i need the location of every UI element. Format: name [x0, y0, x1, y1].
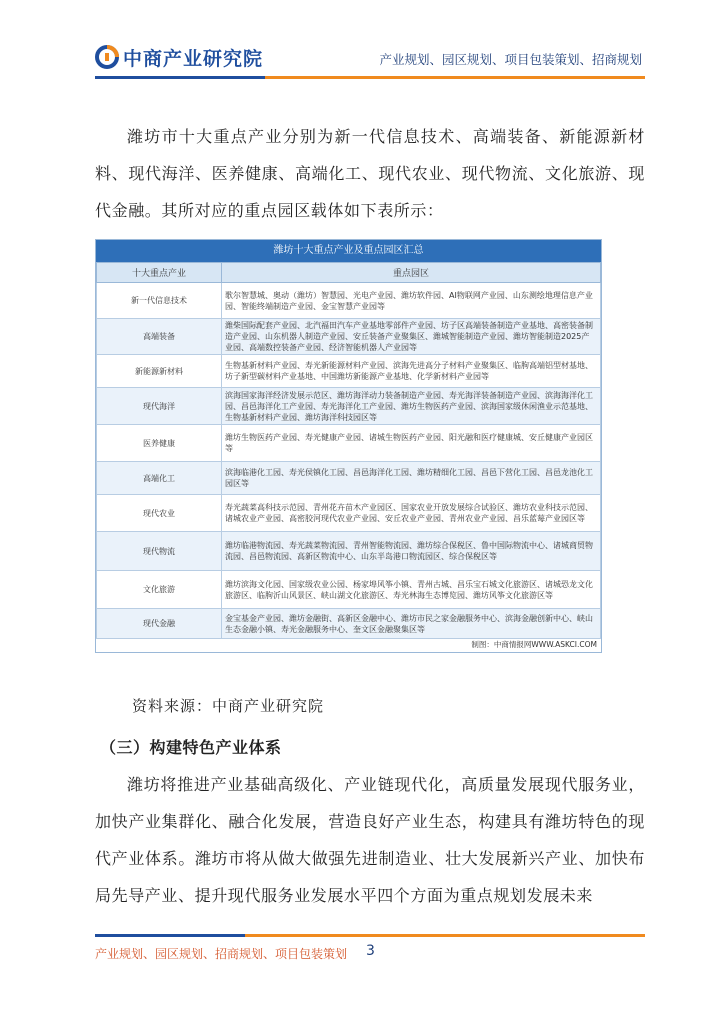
header-rule-blue — [95, 76, 265, 79]
parks-cell: 滨海国家海洋经济发展示范区、潍坊海洋动力装备制造产业园、寿光海洋装备制造产业园、滨海海洋化工园、昌邑海洋化工产业园、寿光海洋化工产业园、潍坊生物医药产业园、滨海国家级休闲渔业示范基地、生物基新材料产业园、潍坊海洋科技园区等 — [222, 388, 601, 425]
industry-cell: 现代物流 — [97, 532, 222, 571]
industry-cell: 医养健康 — [97, 425, 222, 462]
parks-cell: 生物基新材料产业园、寿光新能源材料产业园、滨海先进高分子材料产业聚集区、临朐高端铝型材基地、坊子新型碳材料产业基地、中国潍坊新能源产业基地、化学新材料产业园等 — [222, 355, 601, 388]
source-line: 资料来源：中商产业研究院 — [132, 697, 325, 715]
table-row — [97, 283, 601, 319]
section-heading: （三）构建特色产业体系 — [100, 738, 282, 757]
industry-cell: 新能源新材料 — [97, 355, 222, 388]
page-number: 3 — [366, 943, 375, 959]
industry-cell: 高端化工 — [97, 462, 222, 495]
industry-cell: 现代海洋 — [97, 388, 222, 425]
footer-rule-blue — [95, 934, 245, 937]
table-row — [97, 355, 601, 388]
parks-cell: 歌尔智慧城、奥动（潍坊）智慧园、光电产业园、潍坊软件园、AI物联网产业园、山东测绘地理信息产业园、智能终端制造产业园、金宝智慧产业园等 — [222, 283, 601, 319]
table-row — [97, 609, 601, 639]
table-source: 制图：中商情报网WWW.ASKCI.COM — [471, 640, 597, 649]
parks-cell: 潍坊临港物流园、寿光蔬菜物流园、青州智能物流园、潍坊综合保税区、鲁中国际物流中心、诸城商贸物流园、昌邑物流园、高新区物流中心、山东半岛港口物流园区、综合保税区等 — [222, 532, 601, 571]
table-header-row — [97, 263, 601, 283]
intro-paragraph: 潍坊市十大重点产业分别为新一代信息技术、高端装备、新能源新材料、现代海洋、医养健康、高端化工、现代农业、现代物流、文化旅游、现代金融。其所对应的重点园区载体如下表所示： — [95, 127, 645, 220]
table-body — [97, 283, 601, 639]
parks-cell: 潍坊滨海文化园、国家级农业公园、杨家埠风筝小镇、青州古城、昌乐宝石城文化旅游区、诸城恐龙文化旅游区、临朐沂山风景区、峡山湖文化旅游区、寿光林海生态博览园、潍坊风筝文化旅游区等 — [222, 571, 601, 609]
industry-cell: 高端装备 — [97, 319, 222, 355]
industry-cell: 现代金融 — [97, 609, 222, 639]
industry-cell: 新一代信息技术 — [97, 283, 222, 319]
logo-icon — [95, 45, 119, 69]
body-paragraph: 潍坊将推进产业基础高级化、产业链现代化，高质量发展现代服务业，加快产业集群化、融合化发展，营造良好产业生态，构建具有潍坊特色的现代产业体系。潍坊市将从做大做强先进制造业、壮大发展新兴产业、加快布局先导产业、提升现代服务业发展水平四个方面为重点规划发展未来 — [95, 775, 645, 905]
footer-text: 产业规划、园区规划、招商规划、项目包装策划 — [95, 947, 348, 961]
logo — [95, 43, 263, 71]
park-table-grid — [96, 262, 601, 639]
table-title: 潍坊十大重点产业及重点园区汇总 — [96, 240, 601, 262]
page-header — [0, 0, 724, 80]
parks-cell: 寿光蔬菜高科技示范园、青州花卉苗木产业园区、国家农业开放发展综合试验区、潍坊农业科技示范园、诸城农业产业园、高密胶河现代农业产业园、安丘农业产业园、青州农业产业园、昌乐蓝莓产业园区等 — [222, 495, 601, 532]
header-tagline: 产业规划、园区规划、项目包装策划、招商规划 — [379, 52, 642, 67]
logo-text: 中商产业研究院 — [123, 47, 264, 70]
column-header-industry: 十大重点产业 — [97, 263, 222, 283]
parks-cell: 金宝基金产业园、潍坊金融街、高新区金融中心、潍坊市民之家金融服务中心、滨海金融创新中心、峡山生态金融小镇、寿光金融服务中心、奎文区金融聚集区等 — [222, 609, 601, 639]
parks-cell: 潍坊生物医药产业园、寿光健康产业园、诸城生物医药产业园、阳光融和医疗健康城、安丘健康产业园区等 — [222, 425, 601, 462]
parks-cell: 滨海临港化工园、寿光侯镇化工园、昌邑海洋化工园、潍坊精细化工园、昌邑下营化工园、昌邑龙池化工园区等 — [222, 462, 601, 495]
table-row — [97, 319, 601, 355]
parks-cell: 潍柴国际配套产业园、北汽福田汽车产业基地零部件产业园、坊子区高端装备制造产业基地、高密装备制造产业园、山东机器人制造产业园、安丘装备产业聚集区、潍城智能制造产业园、潍坊智能制造2025产业园、高端数控装备产业园、经济智能机器人产业园等 — [222, 319, 601, 355]
table-row — [97, 571, 601, 609]
table-row — [97, 425, 601, 462]
industry-cell: 文化旅游 — [97, 571, 222, 609]
table-row — [97, 388, 601, 425]
table-row — [97, 532, 601, 571]
header-rule-orange — [265, 76, 645, 79]
footer-rule-orange — [245, 934, 645, 937]
table-row — [97, 495, 601, 532]
industry-cell: 现代农业 — [97, 495, 222, 532]
park-table — [95, 239, 602, 653]
column-header-parks: 重点园区 — [222, 263, 601, 283]
table-row — [97, 462, 601, 495]
